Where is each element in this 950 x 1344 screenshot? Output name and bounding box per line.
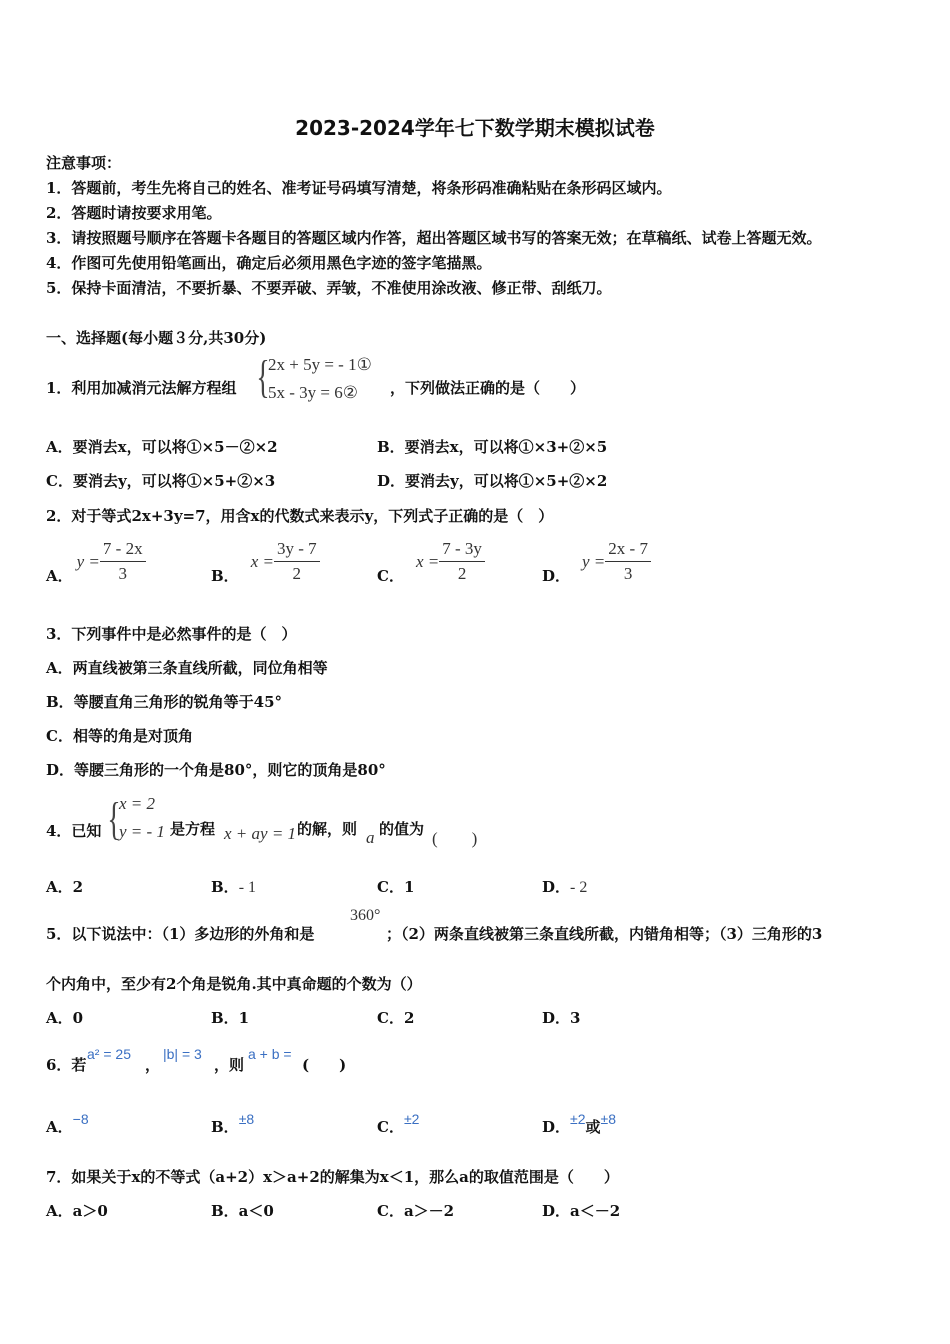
q4-eq2: y = - 1 [119,822,165,841]
q4-after: 的值为 [379,820,425,838]
q4-option-a [46,876,83,897]
q7-option-c: C．a＞－2 [377,1202,455,1220]
q5-stem-after: ；（2）两条直线被第三条直线所截，内错角相等；（3）三角形的3 [386,925,823,943]
q4-option-d [542,876,587,897]
q4-a-label: A． [46,878,73,896]
q4-eq1: x = 2 [119,794,156,813]
q4-d-value: - 2 [570,879,588,896]
q6-d-value2: ±8 [600,1111,616,1127]
q6-expr3: a + b = [248,1046,292,1062]
notice-item-4: 4．作图可先使用铅笔画出，确定后必须用黑色字迹的签字笔描黑。 [46,254,492,272]
q4-mid2: 的解，则 [297,820,358,838]
q6-a-label: A． [46,1118,73,1136]
q6-prefix: 6．若 [46,1056,87,1074]
q3-option-b: B．等腰直角三角形的锐角等于45° [46,693,283,711]
q3-option-a: A．两直线被第三条直线所截，同位角相等 [46,659,328,677]
q7-option-a: A．a＞0 [46,1202,108,1220]
q4-mid: 是方程 [170,820,216,838]
q2-b-label: B． [211,567,239,585]
q6-c-value: ±2 [403,1111,420,1127]
notice-item-1: 1．答题前，考生先将自己的姓名、准考证号码填写清楚，将条形码准确粘贴在条形码区域内。 [46,179,672,197]
q6-option-d [542,1111,616,1137]
q2-d-den: 3 [623,564,633,583]
q7-option-d: D．a＜－2 [542,1202,621,1220]
q6-option-a [46,1111,89,1137]
q5-option-a: A．0 [46,1009,84,1027]
q6-option-b [211,1111,255,1137]
q1-option-b: B．要消去x，可以将①×3+②×5 [377,438,608,456]
q6-a-value: −8 [72,1111,89,1127]
q2-d-num: 2x - 7 [605,539,651,562]
q2-option-b [211,537,320,586]
q1-stem: 1．利用加减消元法解方程组 [46,379,237,397]
q2-option-d [542,537,651,586]
q1-eq2: 5x - 3y = 6② [268,383,358,402]
q1-stem-after: ，下列做法正确的是（ ） [390,379,586,397]
q4-eq: x + ay = 1 [224,824,297,843]
q4-d-label: D． [542,878,571,896]
q4-a-value: 2 [72,878,84,896]
q5-stem: 5．以下说法中：（1）多边形的外角和是 [46,925,315,943]
q2-c-num: 7 - 3y [439,539,485,562]
notice-item-3: 3．请按照题号顺序在答题卡各题目的答题区域内作答，超出答题区域书写的答案无效；在草稿纸、试卷上答题无效。 [46,229,822,247]
q2-a-lhs: y = [76,551,100,571]
q2-b-lhs: x = [250,551,274,571]
q2-c-lhs: x = [415,551,440,571]
q5-option-b: B．1 [211,1009,250,1027]
q6-comma: ， [145,1056,161,1074]
q6-d-value1: ±2 [570,1111,586,1127]
q6-d-or: 或 [585,1118,601,1136]
q6-option-c [377,1111,420,1137]
q4-brace: { [107,793,121,844]
q6-expr2: |b| = 3 [163,1046,202,1062]
q1-eq1: 2x + 5y = - 1① [268,355,372,374]
q4-stem: 4．已知 [46,822,102,840]
q4-c-label: C． [377,878,404,896]
q1-option-d: D．要消去y，可以将①×5+②×2 [377,472,608,490]
q5-option-d: D．3 [542,1009,581,1027]
q7-option-b: B．a＜0 [211,1202,274,1220]
q4-b-value: - 1 [238,879,257,896]
q5-stem-line2: 个内角中，至少有2个角是锐角.其中真命题的个数为（） [46,975,422,993]
q7-stem: 7．如果关于x的不等式（a+2）x＞a+2的解集为x＜1，那么a的取值范围是（ ） [46,1168,619,1186]
q4-option-b [211,876,256,897]
q2-c-label: C． [377,567,404,585]
q2-a-den: 3 [118,564,127,583]
q2-a-num: 7 - 2x [100,539,146,562]
q6-expr1: a² = 25 [87,1046,131,1062]
q4-c-value: 1 [403,878,415,896]
q1-option-a: A．要消去x，可以将①×5－②×2 [46,438,278,456]
q6-c-label: C． [377,1118,404,1136]
q6-b-value: ±8 [238,1111,255,1127]
q6-paren: ( ) [302,1056,347,1074]
q4-b-label: B． [211,878,239,896]
q4-paren: ( ) [432,829,478,848]
q6-then: ，则 [214,1056,245,1074]
q2-c-den: 2 [457,564,467,583]
q3-option-d: D．等腰三角形的一个角是80°，则它的顶角是80° [46,761,386,779]
q5-option-c: C．2 [377,1009,415,1027]
notice-item-5: 5．保持卡面清洁，不要折暴、不要弄破、弄皱，不准使用涂改液、修正带、刮纸刀。 [46,279,612,297]
section-heading: 一、选择题(每小题３分,共30分) [46,329,267,347]
q1-brace: { [256,351,270,402]
q1-option-c: C．要消去y，可以将①×5+②×3 [46,472,276,490]
q3-option-c: C．相等的角是对顶角 [46,727,193,745]
q2-d-label: D． [542,567,571,585]
notice-item-2: 2．答题时请按要求用笔。 [46,204,222,222]
q4-option-c [377,876,414,897]
q6-b-label: B． [211,1118,239,1136]
page-title: 2023-2024学年七下数学期末模拟试卷 [295,116,655,140]
q4-var: a [366,828,375,847]
q2-stem: 2．对于等式2x+3y=7，用含x的代数式来表示y，下列式子正确的是（ ） [46,507,554,525]
q2-a-label: A． [46,567,73,585]
q2-b-num: 3y - 7 [274,539,320,562]
q5-deg: 360° [350,907,381,924]
q2-d-lhs: y = [582,551,606,571]
q2-option-c [377,537,485,586]
q6-d-label: D． [542,1118,571,1136]
q2-option-a [46,537,146,586]
q2-b-den: 2 [292,564,302,583]
q3-stem: 3．下列事件中是必然事件的是（ ） [46,625,297,643]
notice-heading: 注意事项： [46,154,122,172]
